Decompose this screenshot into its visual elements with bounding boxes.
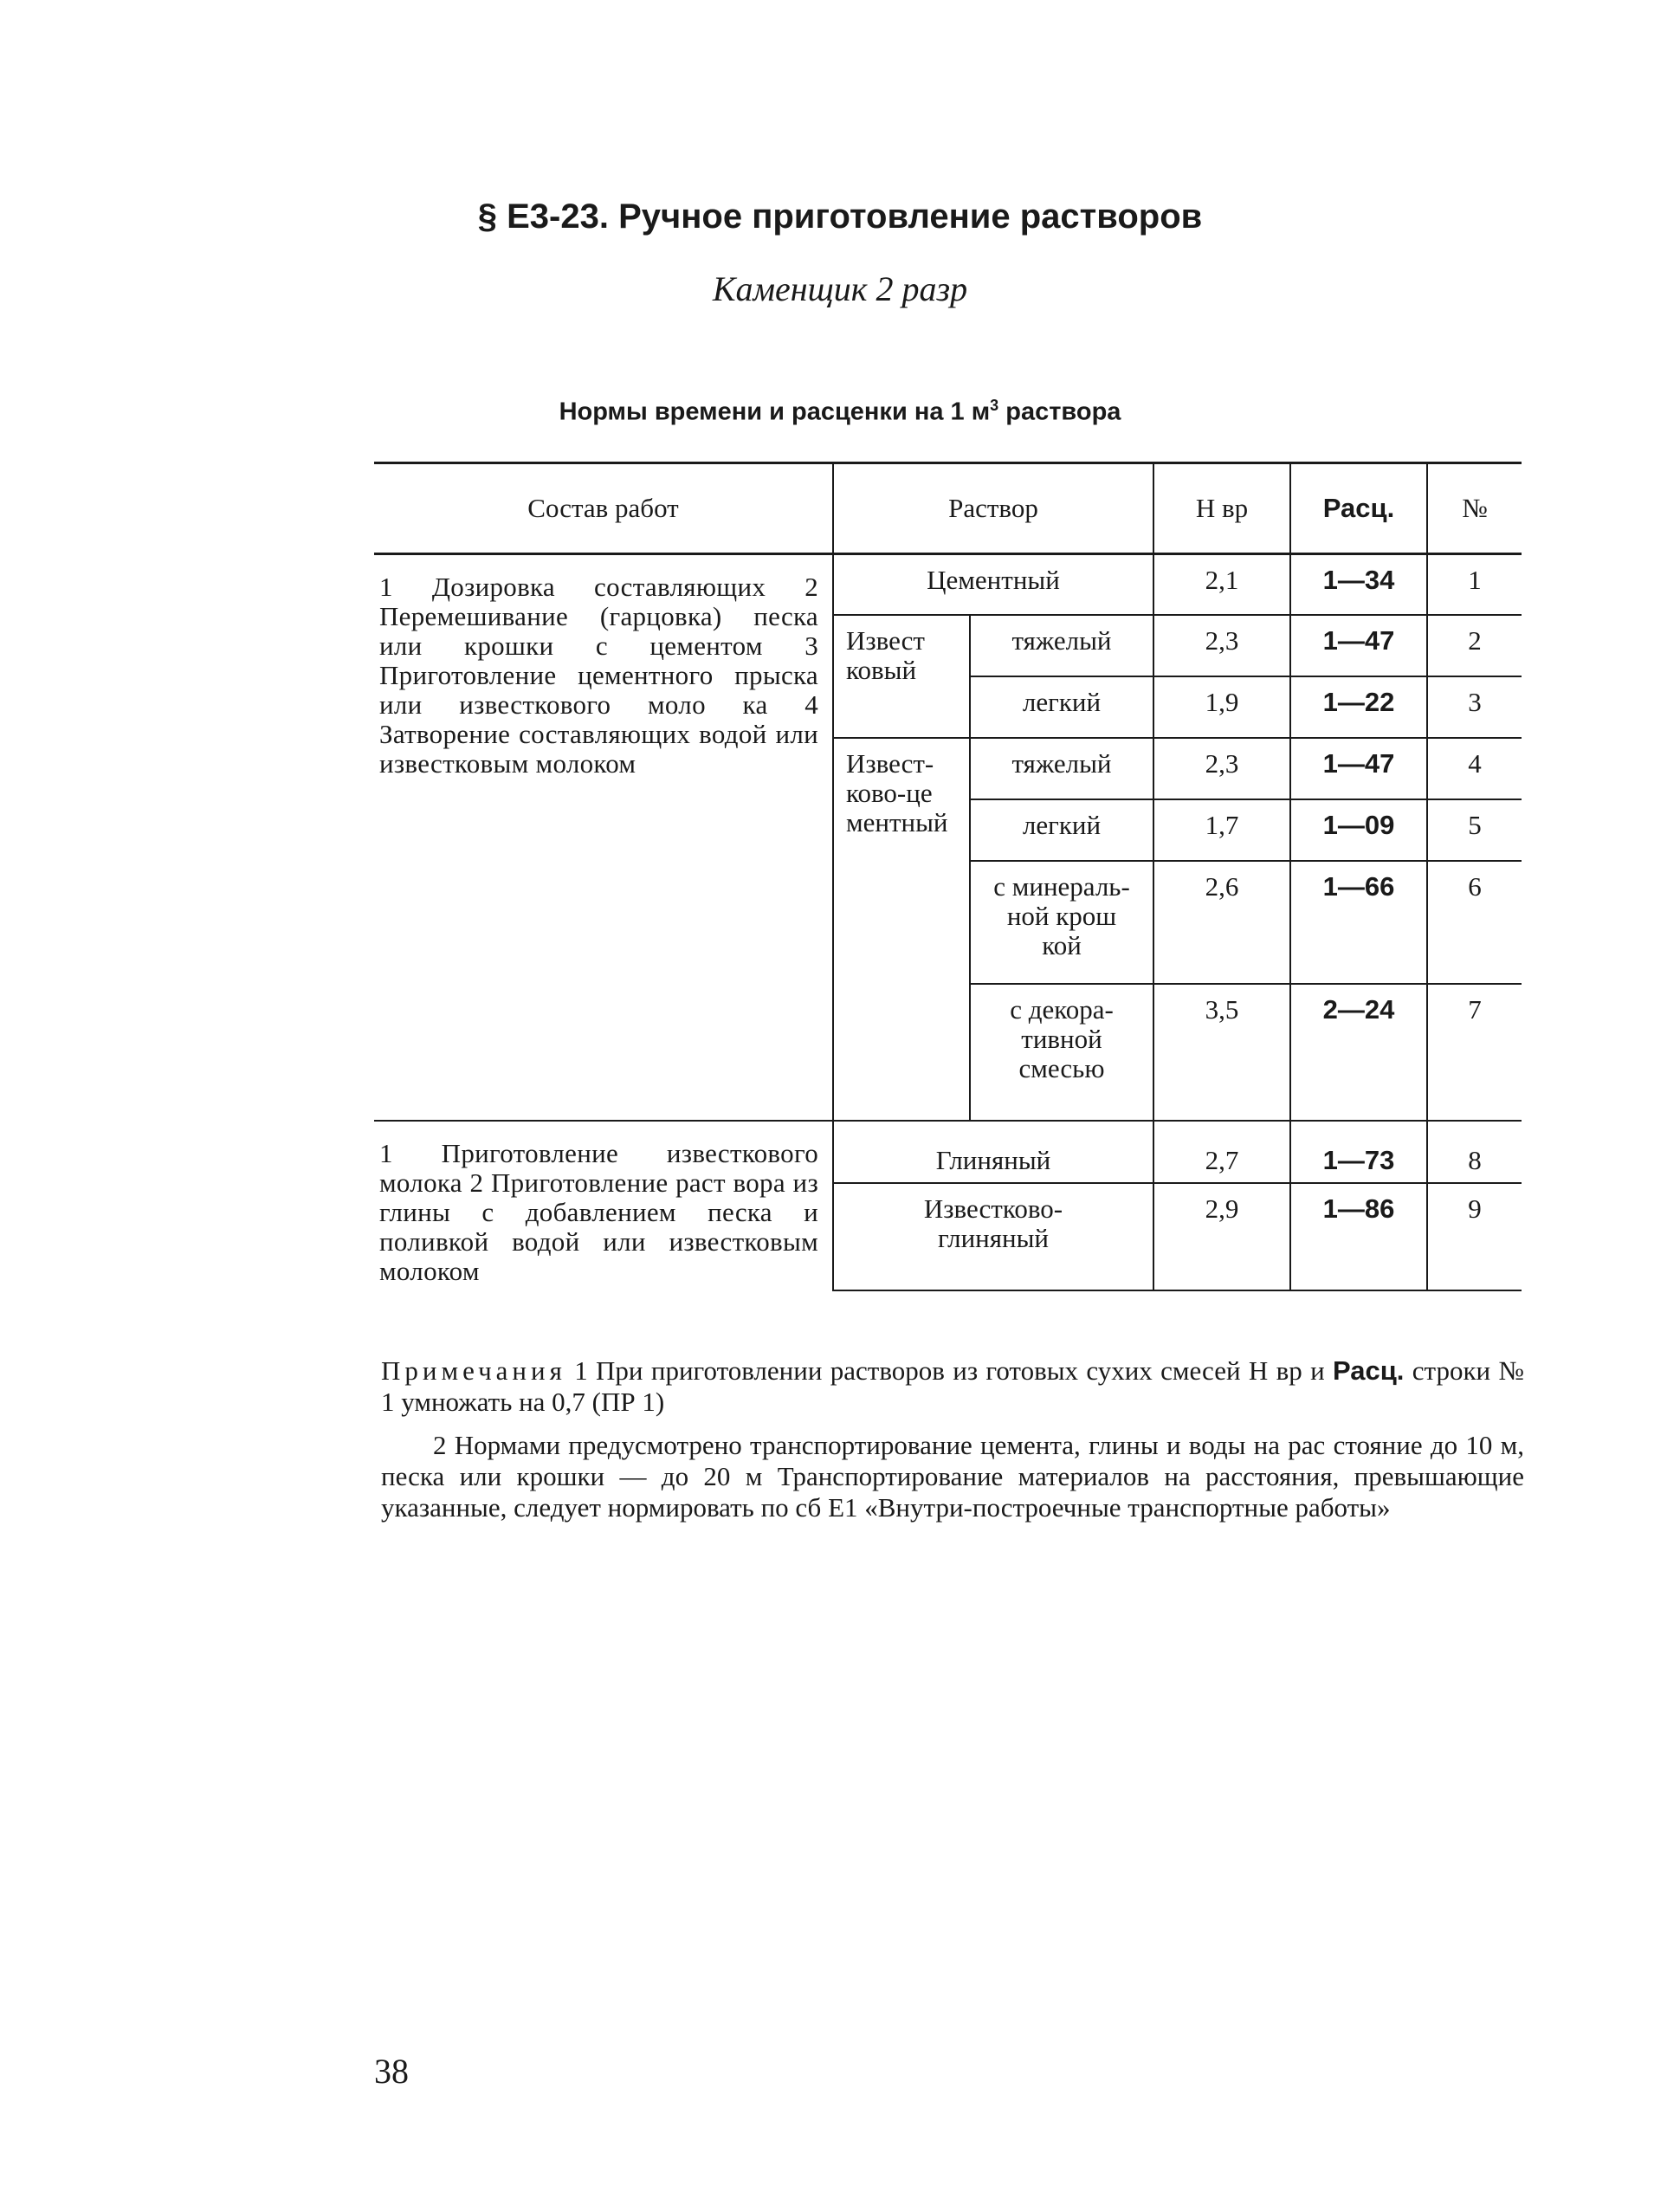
caption-tail: раствора	[998, 398, 1121, 426]
rasc-cell: 1—22	[1290, 676, 1427, 738]
mortar-type: Глиняный	[833, 1121, 1153, 1183]
notes-label: Примечания	[381, 1355, 566, 1386]
row-number-cell: 4	[1427, 738, 1522, 799]
nvr-cell: 2,7	[1153, 1121, 1290, 1183]
nvr-cell: 2,6	[1153, 861, 1290, 984]
rasc-cell: 1—09	[1290, 799, 1427, 861]
note-1-text-a: 1 При приготовлении растворов из готовых сухих смесей Н вр и	[565, 1355, 1333, 1386]
note-1-text-c: строки № 1 умножать на 0,7 (ПР 1)	[381, 1355, 1525, 1417]
nvr-cell: 1,7	[1153, 799, 1290, 861]
row-number-cell: 2	[1427, 615, 1522, 676]
rasc-cell: 1—73	[1290, 1121, 1427, 1183]
mortar-type: Извест-ково-це ментный	[833, 738, 970, 1121]
nvr-cell: 2,3	[1153, 738, 1290, 799]
col-header-work: Состав работ	[374, 463, 833, 554]
mortar-type: Извест ковый	[833, 615, 970, 738]
table-row	[374, 1121, 1522, 1183]
page-title: § Е3-23. Ручное приготовление растворов	[477, 197, 1203, 236]
worker-grade: Каменщик 2 разр	[712, 269, 968, 308]
table-caption	[0, 397, 1680, 427]
mortar-type: Известково-глиняный	[833, 1183, 1153, 1290]
col-header-number: №	[1427, 463, 1522, 554]
mortar-subtype: легкий	[970, 799, 1153, 861]
rasc-cell: 1—47	[1290, 615, 1427, 676]
row-number-cell: 3	[1427, 676, 1522, 738]
mortar-subtype: тяжелый	[970, 615, 1153, 676]
notes-section	[381, 1355, 1524, 1536]
work-description: 1 Дозировка составляющих 2 Перемешивание (гарцовка) песка или крошки с цементом 3 Приготовление цементного прыска или известкового моло ка 4 Затворение составляющих водой или известковым молоком	[374, 554, 833, 1121]
row-number-cell: 5	[1427, 799, 1522, 861]
note-2: 2 Нормами предусмотрено транспортирование цемента, глины и воды на рас стояние до 10 м, песка или крошки — до 20 м Транспортирование материалов на расстояния, превышающие указанные, следует нормировать по сб Е1 «Внутри-построечные транспортные работы»	[381, 1430, 1524, 1523]
rasc-cell: 1—47	[1290, 738, 1427, 799]
mortar-subtype: легкий	[970, 676, 1153, 738]
col-header-mortar: Раствор	[833, 463, 1153, 554]
caption-superscript: 3	[990, 397, 999, 414]
table-row	[374, 554, 1522, 615]
page-number: 38	[374, 2052, 409, 2091]
nvr-cell: 2,1	[1153, 554, 1290, 615]
rasc-cell: 1—66	[1290, 861, 1427, 984]
mortar-subtype: с декора-тивной смесью	[970, 984, 1153, 1121]
note-1-text-b: Расц.	[1333, 1355, 1405, 1386]
rasc-cell: 1—34	[1290, 554, 1427, 615]
table-header-row	[374, 463, 1522, 554]
rasc-cell: 2—24	[1290, 984, 1427, 1121]
row-number-cell: 6	[1427, 861, 1522, 984]
mortar-subtype: тяжелый	[970, 738, 1153, 799]
note-1	[381, 1355, 1524, 1418]
col-header-nvr: Н вр	[1153, 463, 1290, 554]
nvr-cell: 1,9	[1153, 676, 1290, 738]
norms-table	[374, 462, 1522, 1291]
row-number-cell: 1	[1427, 554, 1522, 615]
rasc-cell: 1—86	[1290, 1183, 1427, 1290]
nvr-cell: 3,5	[1153, 984, 1290, 1121]
row-number-cell: 8	[1427, 1121, 1522, 1183]
work-description: 1 Приготовление известкового молока 2 Приготовление раст вора из глины с добавлением песка и поливкой водой или известковым молоком	[374, 1121, 833, 1290]
mortar-type: Цементный	[833, 554, 1153, 615]
mortar-subtype: с минераль-ной крош кой	[970, 861, 1153, 984]
nvr-cell: 2,3	[1153, 615, 1290, 676]
caption-main: Нормы времени и расценки на 1 м	[559, 398, 991, 426]
col-header-rasc: Расц.	[1290, 463, 1427, 554]
row-number-cell: 7	[1427, 984, 1522, 1121]
row-number-cell: 9	[1427, 1183, 1522, 1290]
nvr-cell: 2,9	[1153, 1183, 1290, 1290]
